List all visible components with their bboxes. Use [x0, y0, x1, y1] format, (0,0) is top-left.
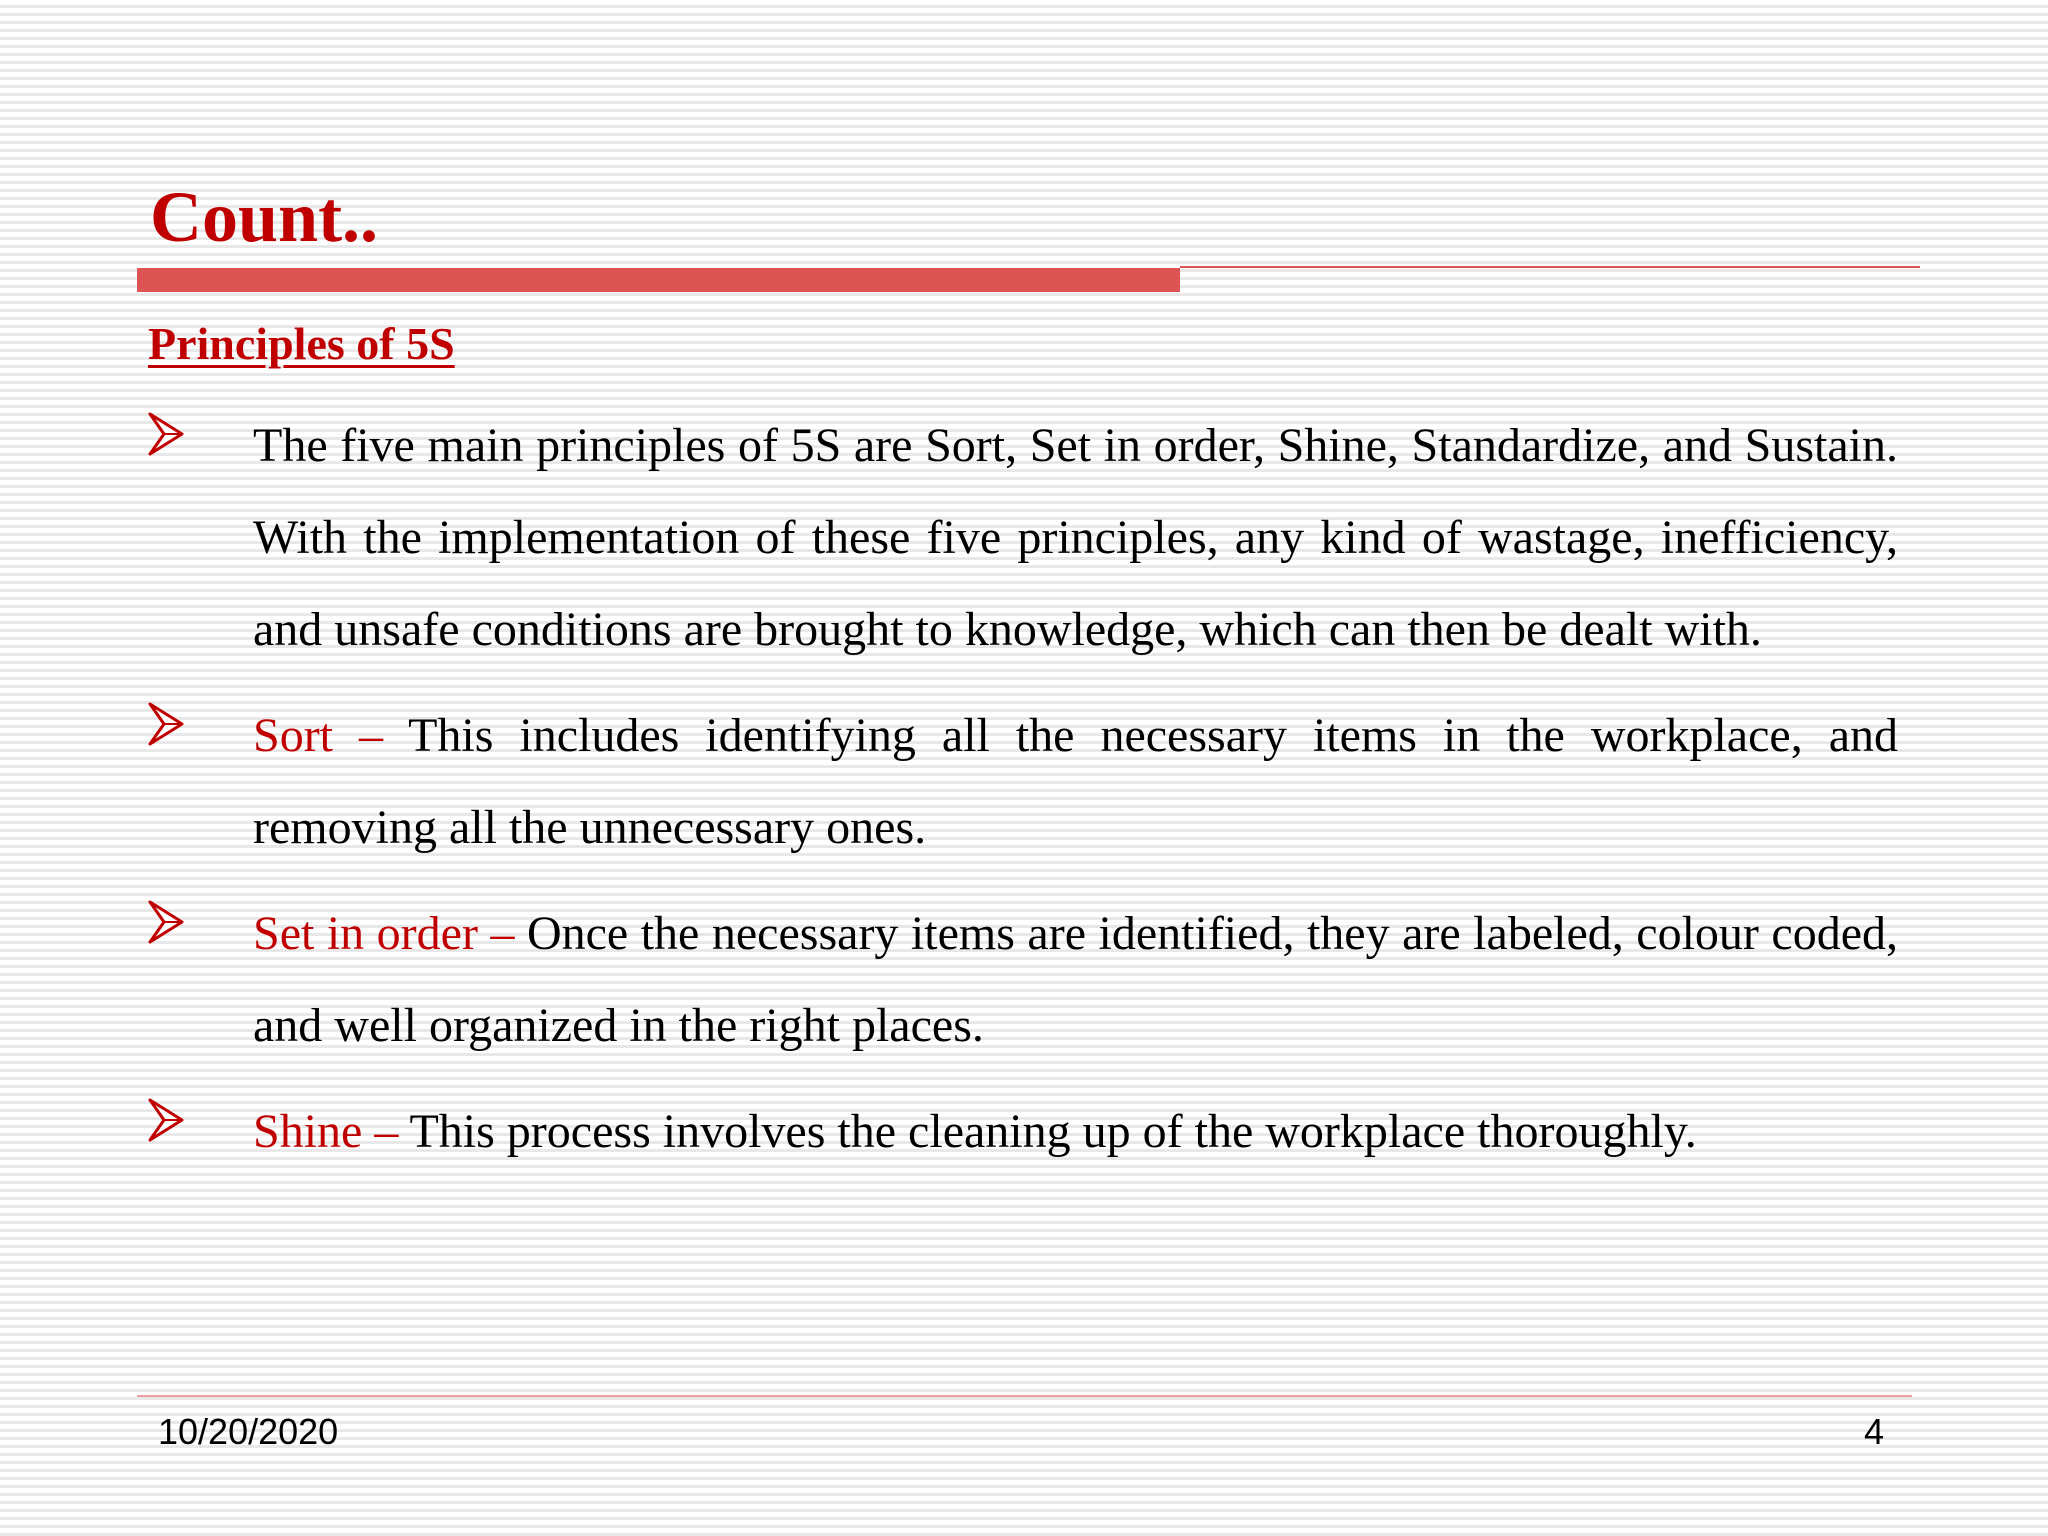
bullet-text: [253, 690, 1898, 874]
footer-divider: [137, 1395, 1912, 1397]
page-number: 4: [1863, 1411, 1884, 1452]
footer-date: 10/20/2020: [158, 1411, 339, 1452]
bullet-body: This includes identifying all the necessary items in the workplace, and removing all the unnecessary ones.: [253, 709, 1898, 854]
bullet-term: Shine –: [253, 1105, 410, 1158]
slide-title: Count..: [150, 177, 379, 257]
bullet-body: Once the necessary items are identified, they are labeled, colour coded, and well organized in the right places.: [253, 907, 1898, 1052]
arrowhead-bullet-icon: [148, 702, 184, 746]
section-subheading: Principles of 5S: [148, 318, 455, 369]
list-item: [148, 400, 1898, 676]
bullet-body: The five main principles of 5S are Sort, Set in order, Shine, Standardize, and Sustain. With the implementation of these five principles, any kind of wastage, inefficiency, and unsafe conditions are brought to knowledge, which can then be dealt with.: [253, 419, 1898, 656]
bullet-term: Sort –: [253, 709, 409, 762]
list-item: [148, 690, 1898, 874]
arrowhead-bullet-icon: [148, 1098, 184, 1142]
bullet-term: Set in order –: [253, 907, 527, 960]
bullet-text: [253, 888, 1898, 1072]
title-underline-bar: [137, 268, 1180, 292]
list-item: [148, 1086, 1898, 1178]
arrowhead-bullet-icon: [148, 900, 184, 944]
bullet-list: [148, 400, 1898, 1192]
bullet-body: This process involves the cleaning up of the workplace thoroughly.: [409, 1105, 1697, 1158]
list-item: [148, 888, 1898, 1072]
title-underline-rule: [1180, 266, 1920, 268]
arrowhead-bullet-icon: [148, 412, 184, 456]
bullet-text: [253, 400, 1898, 676]
bullet-text: [253, 1086, 1898, 1178]
